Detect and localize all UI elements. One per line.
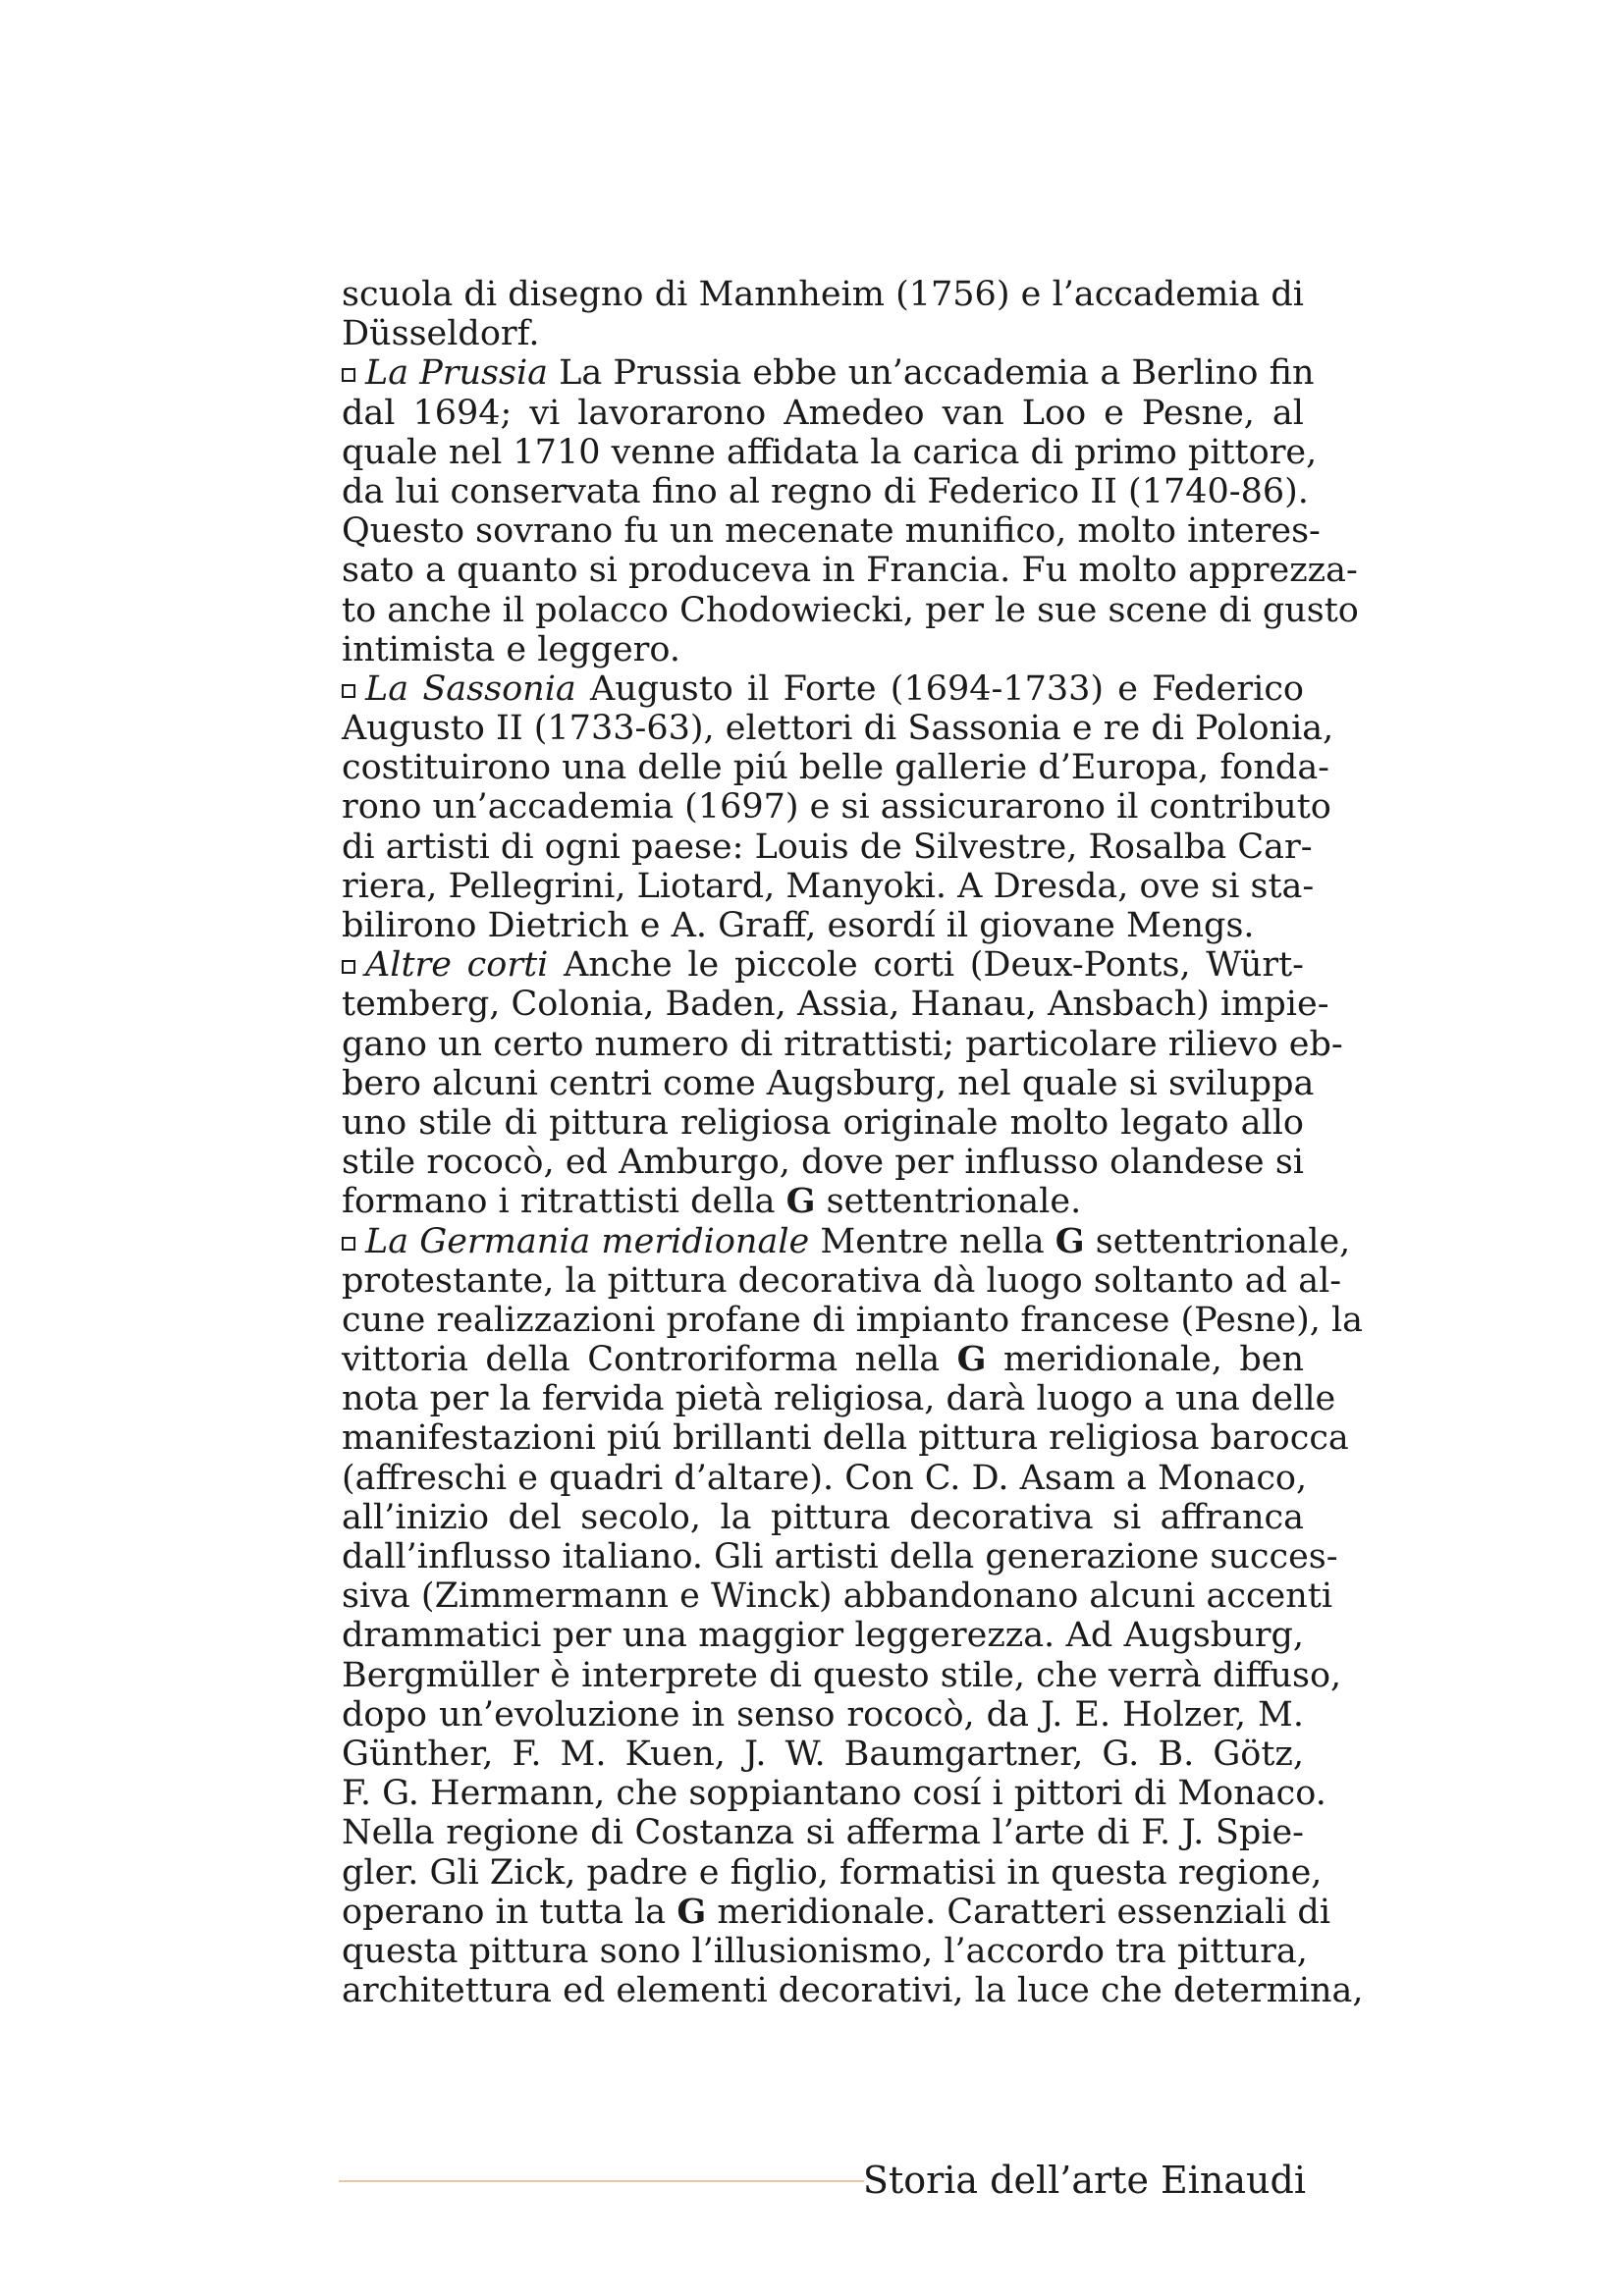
section-heading-germania-meridionale: La Germania meridionale bbox=[365, 1221, 810, 1261]
section-heading-sassonia: La Sassonia bbox=[365, 668, 576, 709]
paragraph-altre-corti bbox=[342, 945, 1343, 1222]
text-run: Mentre nella bbox=[809, 1221, 1055, 1261]
text-run: settentrionale. bbox=[815, 1182, 1082, 1222]
text-line bbox=[342, 1340, 1304, 1379]
page-footer bbox=[339, 2156, 1306, 2205]
text-line: Bergmüller è interprete di questo stile, che verrà diffuso, bbox=[342, 1655, 1342, 1695]
text-line: temberg, Colonia, Baden, Assia, Hanau, Ansbach) impie- bbox=[342, 985, 1329, 1025]
text-line: architettura ed elementi decorativi, la luce che determina, bbox=[342, 1971, 1364, 2011]
text-line: Günther, F. M. Kuen, J. W. Baumgartner, G. B. Götz, bbox=[342, 1734, 1304, 1774]
section-heading-altre-corti: Altre corti bbox=[365, 945, 549, 986]
text-line: questa pittura sono l’illusionismo, l’accordo tra pittura, bbox=[342, 1931, 1308, 1971]
text-line: gler. Gli Zick, padre e figlio, formatisi in questa regione, bbox=[342, 1852, 1323, 1893]
text-line bbox=[342, 945, 1304, 985]
text-line bbox=[342, 669, 1304, 709]
text-line: protestante, la pittura decorativa dà luogo soltanto ad al- bbox=[342, 1260, 1342, 1301]
text-line: all’inizio del secolo, la pittura decorativa si affranca bbox=[342, 1497, 1304, 1537]
text-line: cune realizzazioni profane di impianto francese (Pesne), la bbox=[342, 1300, 1364, 1340]
section-marker-icon bbox=[342, 960, 355, 974]
text-line: sato a quanto si produceva in Francia. Fu molto apprezza- bbox=[342, 551, 1358, 591]
footer-rule bbox=[339, 2180, 864, 2182]
abbreviation-g: G bbox=[956, 1339, 987, 1380]
text-line: nota per la fervida pietà religiosa, darà luogo a una delle bbox=[342, 1379, 1336, 1419]
text-run: vittoria della Controriforma nella bbox=[342, 1340, 957, 1380]
text-line: di artisti di ogni paese: Louis de Silvestre, Rosalba Car- bbox=[342, 827, 1313, 867]
text-run: formano i ritrattisti della bbox=[342, 1182, 786, 1222]
text-line bbox=[342, 1220, 1351, 1261]
text-line: riera, Pellegrini, Liotard, Manyoki. A Dresda, ove si sta- bbox=[342, 866, 1315, 906]
text-line bbox=[342, 353, 1315, 394]
text-line: bero alcuni centri come Augsburg, nel quale si sviluppa bbox=[342, 1063, 1315, 1103]
text-line bbox=[342, 1891, 1331, 1932]
text-line: scuola di disegno di Mannheim (1756) e l’accademia di bbox=[342, 275, 1304, 314]
paragraph-germania-meridionale bbox=[342, 1220, 1364, 2011]
paragraph-sassonia bbox=[342, 668, 1334, 945]
text-run: Augusto il Forte (1694-1733) e Federico bbox=[575, 668, 1304, 709]
text-line: costituirono una delle piú belle gallerie d’Europa, fonda- bbox=[342, 748, 1330, 788]
text-run: meridionale, ben bbox=[986, 1340, 1304, 1380]
text-line: quale nel 1710 venne affidata la carica di primo pittore, bbox=[342, 432, 1318, 472]
section-heading-prussia: La Prussia bbox=[365, 353, 549, 394]
text-line: stile rococò, ed Amburgo, dove per influsso olandese si bbox=[342, 1143, 1304, 1183]
footer-title: Storia dell’arte Einaudi bbox=[862, 2159, 1306, 2202]
text-line: (affreschi e quadri d’altare). Con C. D. Asam a Monaco, bbox=[342, 1458, 1308, 1498]
text-line: to anche il polacco Chodowiecki, per le sue scene di gusto bbox=[342, 590, 1359, 630]
text-line: intimista e leggero. bbox=[342, 629, 680, 669]
text-line: Questo sovrano fu un mecenate munifico, molto interes- bbox=[342, 511, 1321, 552]
text-line: manifestazioni piú brillanti della pittura religiosa barocca bbox=[342, 1418, 1349, 1459]
abbreviation-g: G bbox=[676, 1891, 707, 1932]
abbreviation-g: G bbox=[785, 1181, 816, 1222]
abbreviation-g: G bbox=[1055, 1220, 1085, 1261]
text-line: drammatici per una maggior leggerezza. Ad Augsburg, bbox=[342, 1616, 1304, 1656]
text-line: rono un’accademia (1697) e si assicurarono il contributo bbox=[342, 787, 1331, 828]
text-line: Augusto II (1733-63), elettori di Sassonia e re di Polonia, bbox=[342, 709, 1334, 749]
text-line: bilirono Dietrich e A. Graff, esordí il giovane Mengs. bbox=[342, 906, 1255, 945]
text-line: Nella regione di Costanza si afferma l’arte di F. J. Spie- bbox=[342, 1813, 1304, 1853]
text-line: dall’influsso italiano. Gli artisti della generazione succes- bbox=[342, 1537, 1338, 1576]
paragraph-intro bbox=[342, 275, 1304, 353]
section-marker-icon bbox=[342, 684, 355, 698]
text-run: meridionale. Caratteri essenziali di bbox=[706, 1892, 1331, 1932]
text-line: siva (Zimmermann e Winck) abbandonano alcuni accenti bbox=[342, 1576, 1333, 1617]
text-line: F. G. Hermann, che soppiantano cosí i pittori di Monaco. bbox=[342, 1774, 1326, 1814]
paragraph-prussia bbox=[342, 353, 1359, 669]
text-line bbox=[342, 1182, 1304, 1221]
section-marker-icon bbox=[342, 368, 355, 382]
section-marker-icon bbox=[342, 1237, 355, 1251]
text-line: Düsseldorf. bbox=[342, 314, 540, 354]
text-line: uno stile di pittura religiosa originale molto legato allo bbox=[342, 1102, 1304, 1143]
text-line: da lui conservata fino al regno di Federico II (1740-86). bbox=[342, 471, 1309, 511]
text-line: dopo un’evoluzione in senso rococò, da J. E. Holzer, M. bbox=[342, 1694, 1304, 1735]
text-run: settentrionale, bbox=[1084, 1221, 1351, 1261]
text-run: operano in tutta la bbox=[342, 1892, 677, 1932]
text-run: La Prussia ebbe un’accademia a Berlino fin bbox=[548, 353, 1315, 394]
text-run: Anche le piccole corti (Deux-Ponts, Würt- bbox=[548, 945, 1304, 986]
text-line: dal 1694; vi lavorarono Amedeo van Loo e Pesne, al bbox=[342, 393, 1304, 433]
body-text bbox=[342, 275, 1364, 2011]
text-line: gano un certo numero di ritrattisti; particolare rilievo eb- bbox=[342, 1024, 1343, 1064]
